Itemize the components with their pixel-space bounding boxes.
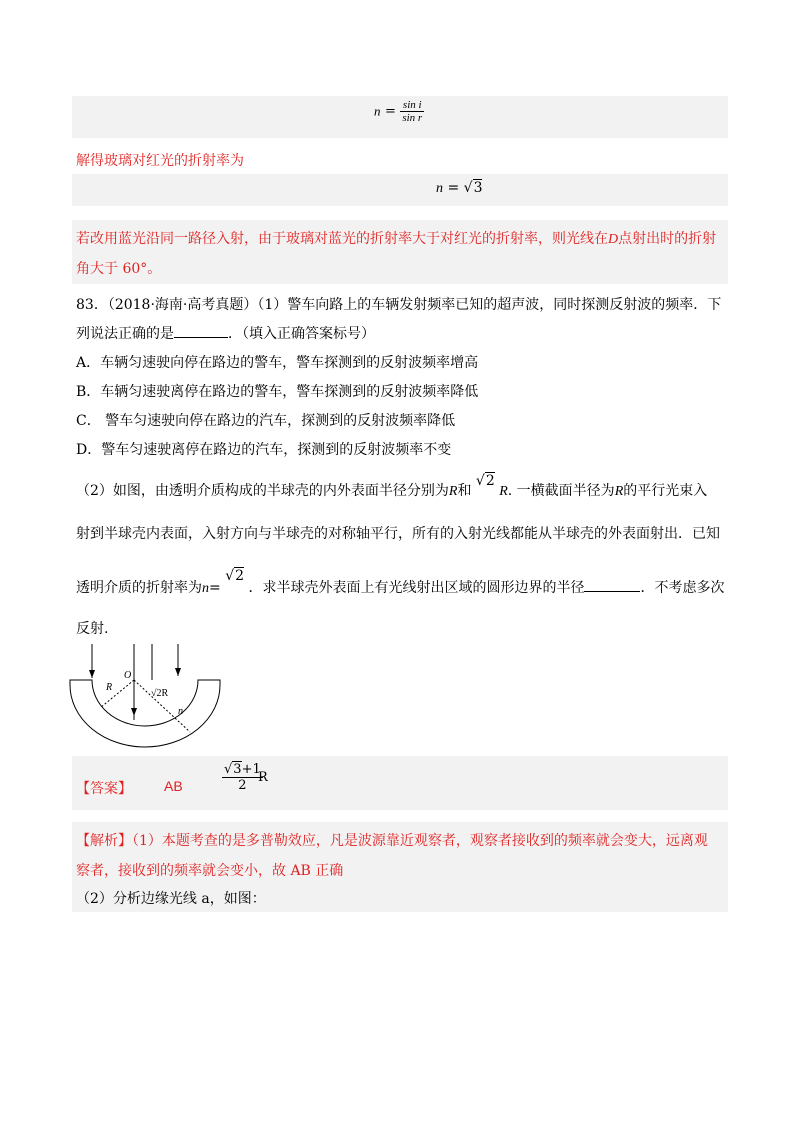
sin-fraction <box>400 99 424 124</box>
answer-radicand: 3 <box>233 762 242 777</box>
blue-light-line-2: 角大于 60°。 <box>76 261 162 277</box>
blue-light-text-a: 若改用蓝光沿同一路径入射，由于玻璃对蓝光的折射率大于对红光的折射率，则光线在 <box>76 231 608 247</box>
analysis-text-1: （1）本题考查的是多普勒效应，凡是波源靠近观察者，观察者接收到的频率就会变大，远离观 <box>132 833 708 849</box>
blue-light-line-1 <box>76 228 716 248</box>
label-O: O <box>124 670 132 681</box>
q83-line-2-a: 列说法正确的是 <box>76 326 174 342</box>
beam-radius-R: R <box>614 484 624 499</box>
index-n: n <box>202 581 209 596</box>
answer-plus-one: +1 <box>241 762 261 777</box>
sqrt2-symbol: √ <box>475 473 485 489</box>
shell-outline <box>70 680 220 747</box>
part2-line-3 <box>76 568 725 597</box>
analysis-tag: 【解析】 <box>76 833 132 849</box>
answer-blank-2 <box>584 591 640 592</box>
part2-line-3-c: ．不考虑多次 <box>640 580 725 596</box>
part2-text-c: 的平行光束入 <box>623 483 708 499</box>
answer-sqrt: √ <box>224 762 233 777</box>
option-b: B．车辆匀速驶离停在路边的警车，警车探测到的反射波频率降低 <box>76 384 479 400</box>
answer-blank-1 <box>174 337 228 338</box>
part2-line-4: 反射. <box>76 621 109 637</box>
index-sqrt-radicand: 2 <box>235 568 245 584</box>
incident-arrow-center <box>131 708 137 716</box>
point-D: D <box>608 232 619 247</box>
sin-numerator: sin i <box>400 99 424 112</box>
part2-line-3-b: ．求半球壳外表面上有光线射出区域的圆形边界的半径 <box>248 580 585 596</box>
option-c: C． 警车匀速驶向停在路边的汽车，探测到的反射波频率降低 <box>76 413 456 429</box>
answer-tag: 【答案】 <box>76 781 132 797</box>
outer-radius-R: R <box>499 484 508 499</box>
q83-line-1: 83．（2018·海南·高考真题）（1）警车向路上的车辆发射频率已知的超声波，同时探测反射波的频率．下 <box>76 297 722 313</box>
part2-and: 和 <box>457 483 472 499</box>
sqrt2-radicand: 2 <box>485 473 495 489</box>
part2-line-2: 射到半球壳内表面，入射方向与半球壳的对称轴平行，所有的入射光线都能从半球壳的外表面射出．已知 <box>76 526 720 542</box>
inner-radius-R: R <box>448 484 458 499</box>
part2-text-a: （2）如图，由透明介质构成的半球壳的内外表面半径分别为 <box>76 483 449 499</box>
option-d: D．警车匀速驶离停在路边的汽车，探测到的反射波频率不变 <box>76 442 452 458</box>
index-eq: = <box>209 580 221 596</box>
blue-light-block <box>72 220 728 284</box>
incident-arrow-left <box>89 670 95 678</box>
q83-line-2 <box>76 323 375 343</box>
analysis-block <box>72 822 728 912</box>
refraction-formula <box>374 99 424 124</box>
solve-line: 解得玻璃对红光的折射率为 <box>76 153 244 169</box>
part2-line-3-a: 透明介质的折射率为 <box>76 580 202 596</box>
answer-unit: R <box>258 770 268 785</box>
analysis-line-3: （2）分析边缘光线 a，如图： <box>76 891 266 907</box>
analysis-line-1 <box>76 830 708 850</box>
answer-block <box>72 756 728 810</box>
formula-block-2 <box>72 174 728 206</box>
formula-lhs: n <box>374 103 381 119</box>
label-sqrt2R: √2R <box>151 688 169 699</box>
radicand-3: 3 <box>473 180 483 196</box>
formula-block-1 <box>72 96 728 138</box>
sin-denominator: sin r <box>402 112 423 124</box>
q83-line-2-b: ．（填入正确答案标号） <box>228 326 375 342</box>
formula-eq: = <box>384 104 396 119</box>
answer-fraction <box>222 762 263 793</box>
label-R: R <box>106 682 113 693</box>
hemisphere-shell-figure <box>60 640 230 750</box>
option-a: A．车辆匀速驶向停在路边的警车，警车探测到的反射波频率增高 <box>76 355 479 371</box>
part2-line-1 <box>76 473 708 500</box>
sqrt2-inline <box>476 473 495 489</box>
index-sqrt-symbol: √ <box>225 568 235 584</box>
n-symbol: n <box>436 181 443 196</box>
answer-part1: AB <box>164 778 183 794</box>
answer-frac-den: 2 <box>238 778 247 793</box>
eq-symbol: = <box>447 180 460 196</box>
refractive-index-formula <box>436 180 482 197</box>
incident-arrow-right <box>175 668 181 676</box>
index-sqrt2 <box>225 568 244 584</box>
answer-frac-num <box>222 762 263 778</box>
blue-light-text-b: 点射出时的折射 <box>618 231 717 247</box>
sqrt-symbol: √ <box>463 180 473 196</box>
part2-text-b: . 一横截面半径为 <box>507 483 615 499</box>
label-n: n <box>178 706 183 717</box>
analysis-line-2: 察者，接收到的频率就会变小，故 AB 正确 <box>76 863 344 879</box>
